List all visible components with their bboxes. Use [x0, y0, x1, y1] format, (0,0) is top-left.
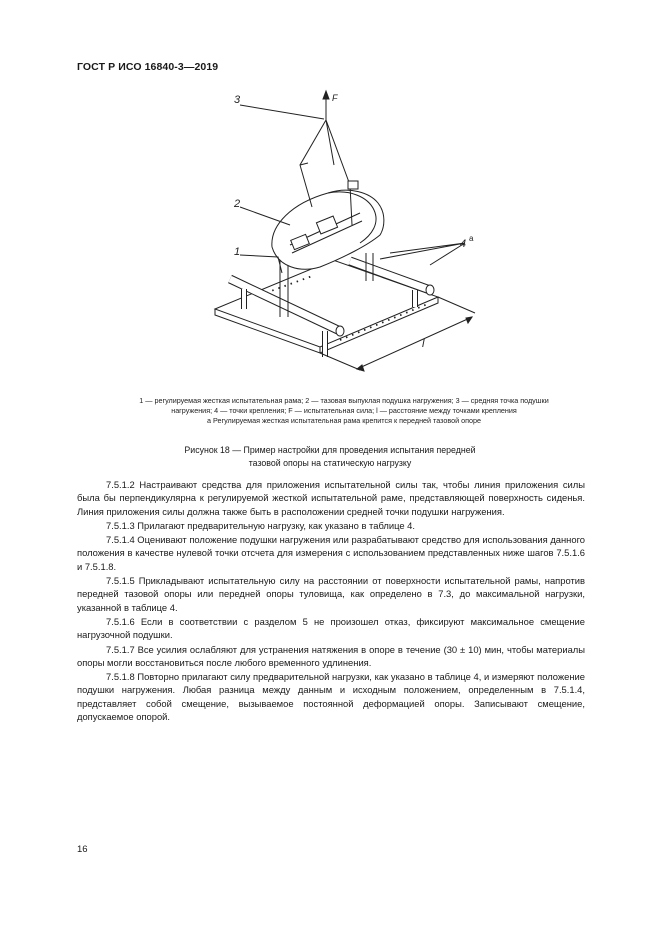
label-3: 3 — [234, 94, 241, 106]
figure-footnote: а Регулируемая жесткая испытательная рама крепится к передней тазовой опоре — [206, 416, 482, 425]
page-number: 16 — [77, 844, 88, 855]
caption-line-2: тазовой опоры на статическую нагрузку — [248, 457, 412, 468]
test-setup-figure — [200, 85, 500, 375]
paragraph: 7.5.1.5 Прикладывают испытательную силу на расстоянии от поверхности испытательной рамы, напротив передней тазовой опоры или передней опоры туловища, как определено в 7.3, до максимальной нагрузки, указанной в таблице 4. — [77, 575, 585, 613]
caption-line-1: Рисунок 18 — Пример настройки для проведения испытания передней — [184, 445, 476, 455]
label-distance: l — [422, 338, 425, 350]
label-4: 4 — [460, 238, 467, 250]
label-2: 2 — [234, 198, 241, 210]
standard-header: ГОСТ Р ИСО 16840-3—2019 — [77, 61, 219, 73]
figure-legend — [84, 396, 604, 426]
body-text — [77, 478, 585, 724]
paragraph: 7.5.1.8 Повторно прилагают силу предварительной нагрузки, как указано в таблице 4, и измеряют положение подушки нагружения. Любая разница между данным и исходным положением, определенным в 7.5.1.4, представляет собой смещение, вызываемое постоянной деформацией опоры. Записывают смещение, допускаемое опорой. — [77, 671, 585, 723]
paragraph: 7.5.1.6 Если в соответствии с разделом 5 не произошел отказ, фиксируют максимальное смещение нагрузочной подушки. — [77, 615, 585, 641]
paragraph: 7.5.1.7 Все усилия ослабляют для устранения натяжения в опоре в течение (30 ± 10) мин, чтобы материалы опоры могли восстановиться после любого временного удлинения. — [77, 643, 585, 668]
paragraph: 7.5.1.3 Прилагают предварительную нагрузку, как указано в таблице 4. — [106, 519, 416, 531]
paragraph: 7.5.1.2 Настраивают средства для приложения испытательной силы так, чтобы линия приложения силы была бы перпендикулярна к регулируемой жесткой испытательной раме, представляющей поверхность сиденья. Линия приложения силы должна также быть в расположении средней точки подушки нагружения. — [77, 479, 585, 517]
label-force: F — [332, 93, 338, 103]
figure-caption — [120, 444, 540, 469]
legend-line-1: 1 — регулируемая жесткая испытательная рама; 2 — тазовая выпуклая подушка нагружения; 3 — средняя точка подушки — [139, 396, 549, 405]
label-1: 1 — [234, 246, 241, 258]
legend-line-2: нагружения; 4 — точки крепления; F — испытательная сила; l — расстояние между точками крепления — [171, 406, 517, 415]
label-4-sup: а — [469, 234, 474, 243]
paragraph: 7.5.1.4 Оценивают положение подушки нагружения или разрабатывают средство для использования данного положения в качестве нулевой точки отсчета для измерения с использованием представленных ниже шагов 7.5.1.6 и 7.5.1.8. — [77, 534, 585, 572]
